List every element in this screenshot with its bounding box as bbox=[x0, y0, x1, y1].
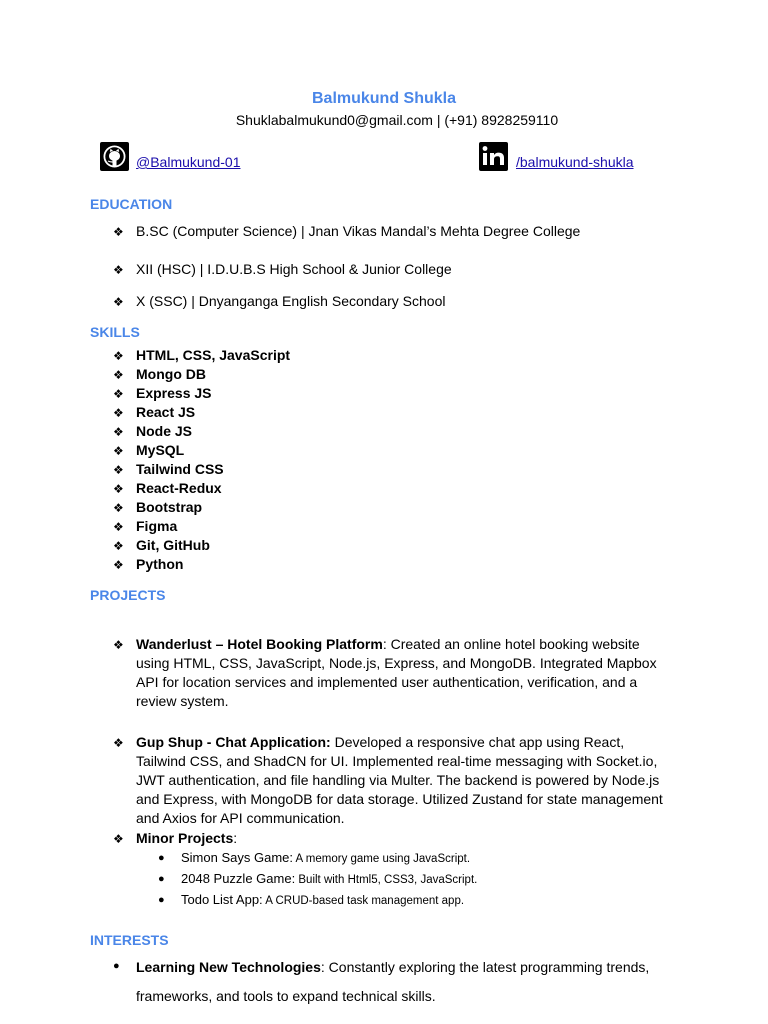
resume-name: Balmukund Shukla bbox=[311, 90, 457, 107]
minor-project-name: 2048 Puzzle Game: bbox=[181, 871, 296, 886]
diamond-bullet-icon: ❖ bbox=[113, 638, 124, 652]
project-description: : Created an online hotel booking website using HTML, CSS, JavaScript, Node.js, Express, and MongoDB. Integrated Mapbox API for location services and implemented user authentication, verification, and a review system. bbox=[136, 636, 657, 709]
minor-project-item bbox=[181, 850, 470, 865]
minor-project-desc: A memory game using JavaScript. bbox=[293, 853, 471, 865]
interest-learning-continued: frameworks, and tools to expand technical skills. bbox=[136, 988, 436, 1004]
diamond-bullet-icon: ❖ bbox=[113, 425, 124, 439]
minor-project-desc: Built with Html5, CSS3, JavaScript. bbox=[295, 874, 478, 886]
minor-project-item bbox=[181, 892, 464, 907]
minor-project-name: Simon Says Game: bbox=[181, 850, 293, 865]
section-projects-title: PROJECTS bbox=[90, 587, 166, 603]
diamond-bullet-icon: ❖ bbox=[113, 263, 124, 277]
section-skills-title: SKILLS bbox=[90, 324, 140, 340]
project-title: Wanderlust – Hotel Booking Platform bbox=[136, 636, 383, 652]
education-text: XII (HSC) | I.D.U.B.S High School & Junior College bbox=[136, 261, 452, 277]
diamond-bullet-icon: ❖ bbox=[113, 539, 124, 553]
diamond-bullet-icon: ❖ bbox=[113, 387, 124, 401]
diamond-bullet-icon: ❖ bbox=[113, 736, 124, 750]
diamond-bullet-icon: ❖ bbox=[113, 558, 124, 572]
skill-item: MySQL bbox=[136, 442, 185, 458]
linkedin-icon bbox=[479, 142, 508, 171]
minor-projects-colon: : bbox=[233, 830, 238, 846]
minor-project-desc: A CRUD-based task management app. bbox=[262, 895, 465, 907]
minor-projects-heading bbox=[136, 829, 676, 848]
dot-bullet-icon: ● bbox=[158, 852, 165, 864]
diamond-bullet-icon: ❖ bbox=[113, 482, 124, 496]
minor-project-item bbox=[181, 871, 477, 886]
skill-item: Bootstrap bbox=[136, 499, 203, 515]
project-gupshup bbox=[136, 733, 676, 828]
dot-bullet-icon: ● bbox=[158, 894, 165, 906]
project-title: Gup Shup - Chat Application: bbox=[136, 734, 331, 750]
diamond-bullet-icon: ❖ bbox=[113, 406, 124, 420]
education-item bbox=[113, 260, 129, 280]
diamond-bullet-icon: ❖ bbox=[113, 832, 124, 846]
github-icon bbox=[100, 142, 129, 171]
skill-item: Express JS bbox=[136, 385, 212, 401]
diamond-bullet-icon: ❖ bbox=[113, 225, 124, 239]
dot-bullet-icon: ● bbox=[158, 873, 165, 885]
education-text: X (SSC) | Dnyanganga English Secondary School bbox=[136, 293, 446, 309]
education-item bbox=[113, 222, 129, 242]
section-education-title: EDUCATION bbox=[90, 196, 173, 212]
contact-info: Shuklabalmukund0@gmail.com | (+91) 8928259110 bbox=[235, 112, 559, 128]
skill-item: HTML, CSS, JavaScript bbox=[136, 347, 291, 363]
skill-item: Mongo DB bbox=[136, 366, 206, 382]
diamond-bullet-icon: ❖ bbox=[113, 444, 124, 458]
diamond-bullet-icon: ❖ bbox=[113, 501, 124, 515]
project-wanderlust bbox=[136, 635, 676, 711]
section-interests-title: INTERESTS bbox=[90, 932, 169, 948]
education-item bbox=[113, 292, 129, 312]
skill-item: Python bbox=[136, 556, 184, 572]
project-description: Developed a responsive chat app using React, Tailwind CSS, and ShadCN for UI. Implemented real-time messaging with Socket.io, JWT authentication, and file handling via Multer. The backend is powered by Node.js and Express, with MongoDB for data storage. Utilized Zustand for state management and Axios for API communication. bbox=[136, 734, 663, 826]
interest-description: : Constantly exploring the latest programming trends, bbox=[320, 959, 650, 975]
skill-item: React-Redux bbox=[136, 480, 222, 496]
diamond-bullet-icon: ❖ bbox=[113, 368, 124, 382]
interest-learning bbox=[136, 958, 676, 977]
skill-item: Node JS bbox=[136, 423, 193, 439]
education-text: B.SC (Computer Science) | Jnan Vikas Mandal’s Mehta Degree College bbox=[136, 223, 581, 239]
dot-bullet-icon: ● bbox=[113, 960, 120, 972]
github-link[interactable]: @Balmukund-01 bbox=[136, 154, 241, 170]
interest-title: Learning New Technologies bbox=[136, 959, 321, 975]
minor-project-name: Todo List App: bbox=[181, 892, 263, 907]
linkedin-link[interactable]: /balmukund-shukla bbox=[516, 154, 634, 170]
skill-item: Git, GitHub bbox=[136, 537, 210, 553]
skill-item: Figma bbox=[136, 518, 178, 534]
diamond-bullet-icon: ❖ bbox=[113, 349, 124, 363]
diamond-bullet-icon: ❖ bbox=[113, 295, 124, 309]
skill-item: Tailwind CSS bbox=[136, 461, 224, 477]
minor-projects-title: Minor Projects bbox=[136, 830, 234, 846]
diamond-bullet-icon: ❖ bbox=[113, 463, 124, 477]
skill-item: React JS bbox=[136, 404, 196, 420]
diamond-bullet-icon: ❖ bbox=[113, 520, 124, 534]
